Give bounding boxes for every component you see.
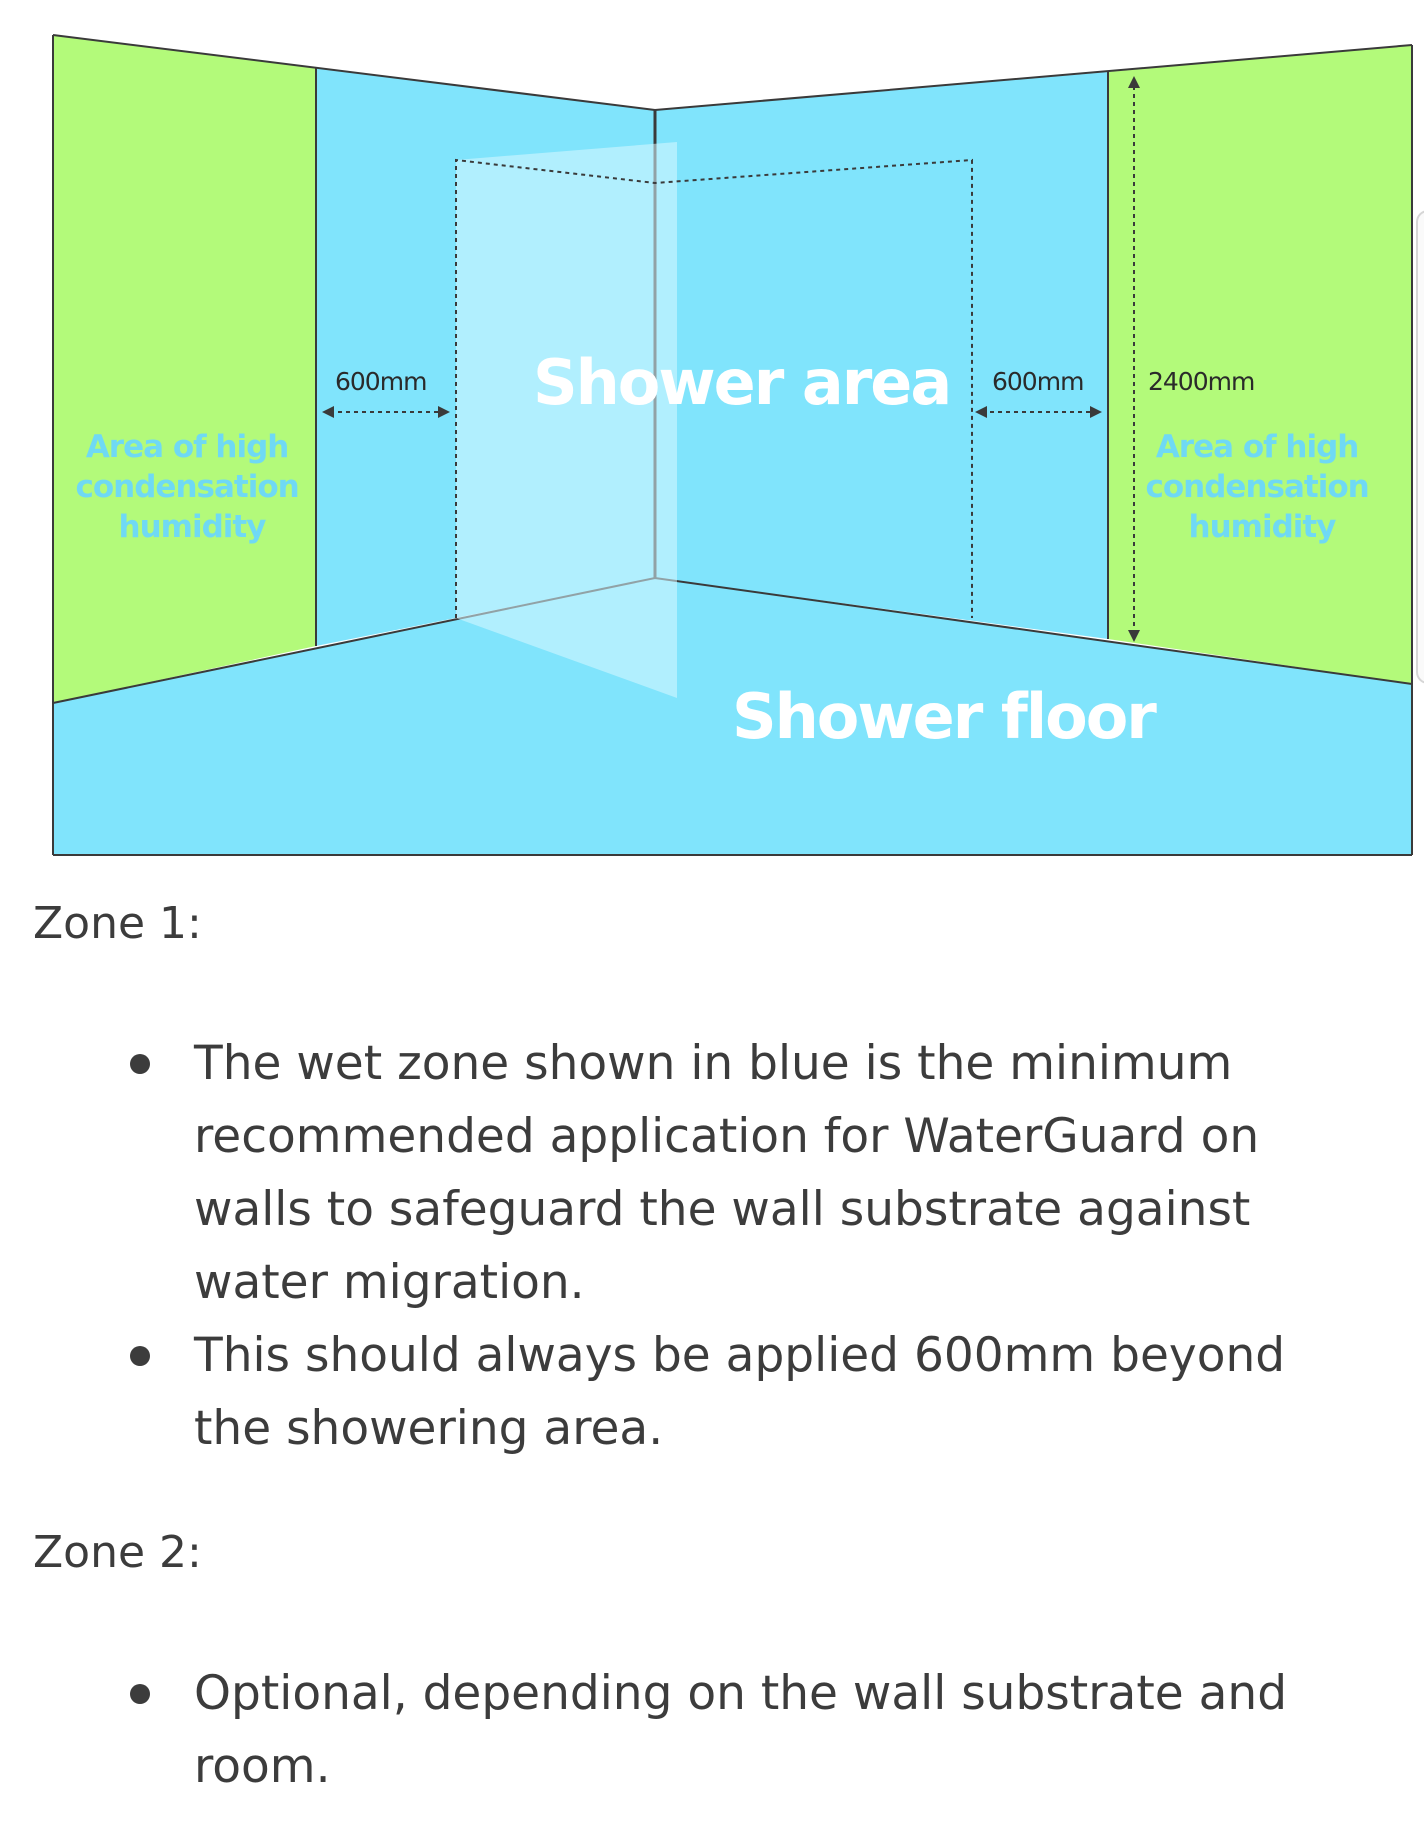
bullet-dot-icon (130, 1054, 150, 1074)
zone2-bullet-list (0, 1657, 1360, 1803)
bullet-dot-icon (130, 1346, 150, 1366)
glass-shower-panel (456, 142, 677, 698)
zone1-bullet-list (0, 1027, 1360, 1465)
dimension-left-label: 600mm (335, 367, 427, 396)
shower-floor-label: Shower floor (732, 680, 1155, 753)
scroll-edge-tab[interactable] (1416, 210, 1424, 684)
list-item: The wet zone shown in blue is the minimum recommended application for WaterGuard on walls to safeguard the wall substrate against water migration. (0, 1027, 1360, 1319)
shower-area-label: Shower area (533, 346, 951, 419)
bullet-dot-icon (130, 1684, 150, 1704)
left-condensation-zone (53, 35, 316, 703)
left-zone-label: Area of high condensation humidity (75, 429, 299, 545)
shower-zone-diagram (0, 0, 1424, 870)
right-condensation-zone (1108, 45, 1412, 684)
dimension-right-label: 600mm (992, 367, 1084, 396)
list-item: This should always be applied 600mm beyond the showering area. (0, 1319, 1360, 1465)
zone1-heading: Zone 1: (33, 898, 202, 949)
zone2-heading: Zone 2: (33, 1527, 202, 1578)
dimension-height-label: 2400mm (1148, 367, 1255, 396)
list-item: Optional, depending on the wall substrate and room. (0, 1657, 1360, 1803)
right-zone-label: Area of high condensation humidity (1145, 429, 1369, 545)
